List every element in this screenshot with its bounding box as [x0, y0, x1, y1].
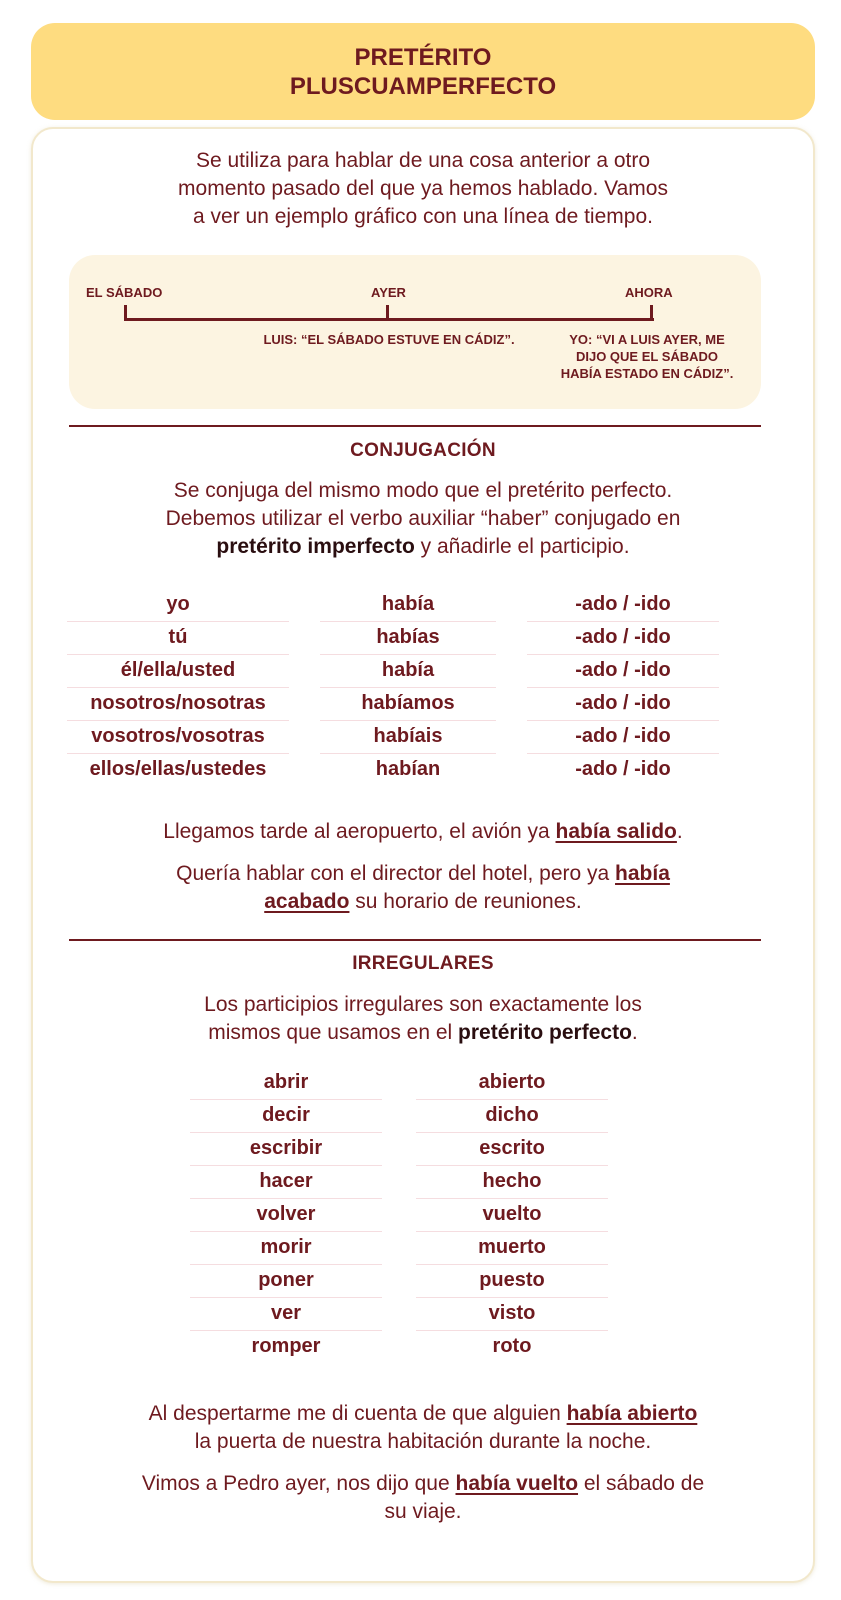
- conj-desc-bold: pretérito imperfecto: [216, 535, 415, 558]
- ending-cell: -ado / -ido: [527, 721, 719, 754]
- example-1-text: Llegamos tarde al aeropuerto, el avión ya: [163, 820, 556, 843]
- infinitive-cell: decir: [190, 1100, 382, 1133]
- example-2-highlight-2: acabado: [264, 890, 350, 913]
- example-3-highlight: había abierto: [566, 1402, 698, 1425]
- example-4-line-1: [33, 1470, 813, 1498]
- infinitive-cell: morir: [190, 1232, 382, 1265]
- example-2-highlight-1: había: [615, 862, 670, 885]
- title-line-2: PLUSCUAMPERFECTO: [289, 72, 557, 100]
- example-1: [33, 818, 813, 846]
- auxiliary-cell: había: [320, 655, 496, 688]
- quote-yo-line-1: YO: “VI A LUIS AYER, ME: [569, 332, 725, 347]
- timeline-tick-sabado: [124, 305, 127, 321]
- intro-line-2: momento pasado del que ya hemos hablado. Vamos: [178, 177, 668, 200]
- timeline-axis: [124, 318, 654, 321]
- ending-cell: -ado / -ido: [527, 688, 719, 721]
- ending-cell: -ado / -ido: [527, 589, 719, 622]
- conj-desc-rest: y añadirle el participio.: [414, 535, 630, 558]
- infinitive-cell: ver: [190, 1298, 382, 1331]
- intro-paragraph: [33, 147, 813, 231]
- timeline-tick-ayer: [386, 305, 389, 321]
- example-1-end: .: [676, 820, 683, 843]
- title-banner: [31, 23, 815, 120]
- example-2-text: Quería hablar con el director del hotel, pero ya: [176, 862, 616, 885]
- irr-desc-post: .: [631, 1021, 638, 1044]
- participle-cell: puesto: [416, 1265, 608, 1298]
- ending-cell: -ado / -ido: [527, 622, 719, 655]
- example-3: [33, 1400, 813, 1456]
- ending-column: [527, 589, 719, 787]
- participle-cell: abierto: [416, 1067, 608, 1100]
- pronoun-cell: nosotros/nosotras: [67, 688, 289, 721]
- participle-cell: visto: [416, 1298, 608, 1331]
- auxiliary-cell: habías: [320, 622, 496, 655]
- pronoun-cell: ellos/ellas/ustedes: [89, 758, 267, 780]
- example-1-highlight: había salido: [555, 820, 677, 843]
- ending-cell: -ado / -ido: [575, 758, 671, 780]
- infinitive-cell: escribir: [190, 1133, 382, 1166]
- conj-desc-line-1: Se conjuga del mismo modo que el pretérito perfecto.: [173, 479, 673, 502]
- intro-line-3: a ver un ejemplo gráfico con una línea de tiempo.: [193, 205, 653, 228]
- auxiliary-cell: había: [320, 589, 496, 622]
- irr-desc-line-2: [33, 1019, 813, 1047]
- participle-cell: muerto: [416, 1232, 608, 1265]
- irr-desc-pre: mismos que usamos en el: [208, 1021, 459, 1044]
- example-4-end: el sábado de: [578, 1472, 705, 1495]
- section-title-conjugacion: CONJUGACIÓN: [350, 440, 496, 461]
- example-4-line-2: su viaje.: [384, 1500, 462, 1523]
- pronoun-cell: tú: [67, 622, 289, 655]
- intro-line-1: Se utiliza para hablar de una cosa anterior a otro: [195, 149, 651, 172]
- timeline-box: [69, 255, 761, 409]
- infinitive-cell: romper: [251, 1335, 321, 1357]
- participle-cell: dicho: [416, 1100, 608, 1133]
- pronoun-column: [67, 589, 289, 787]
- participle-cell: vuelto: [416, 1199, 608, 1232]
- example-2-line-1: [33, 860, 813, 888]
- auxiliary-cell: habíais: [320, 721, 496, 754]
- irr-desc-bold: pretérito perfecto: [458, 1021, 632, 1044]
- conj-desc-line-3: [33, 533, 813, 561]
- divider-conjugacion: [69, 425, 761, 427]
- timeline-label-sabado: EL SÁBADO: [86, 285, 163, 300]
- example-4-highlight: había vuelto: [455, 1472, 579, 1495]
- irregulares-description: [33, 991, 813, 1047]
- ending-cell: -ado / -ido: [527, 655, 719, 688]
- pronoun-cell: yo: [67, 589, 289, 622]
- timeline-tick-ahora: [650, 305, 653, 321]
- example-3-text: Al despertarme me di cuenta de que alguien: [148, 1402, 567, 1425]
- infinitive-cell: poner: [190, 1265, 382, 1298]
- infinitive-cell: hacer: [190, 1166, 382, 1199]
- example-2-line-2: [33, 888, 813, 916]
- participle-cell: hecho: [416, 1166, 608, 1199]
- participle-cell: roto: [492, 1335, 532, 1357]
- example-4-text: Vimos a Pedro ayer, nos dijo que: [141, 1472, 456, 1495]
- timeline-label-ayer: AYER: [371, 285, 406, 300]
- participle-column: [416, 1067, 608, 1364]
- quote-yo-line-3: HABÍA ESTADO EN CÁDIZ”.: [560, 366, 734, 381]
- infinitive-cell: abrir: [190, 1067, 382, 1100]
- irr-desc-line-1: Los participios irregulares son exactamente los: [204, 993, 642, 1016]
- pronoun-cell: vosotros/vosotras: [67, 721, 289, 754]
- timeline-quote-luis: LUIS: “EL SÁBADO ESTUVE EN CÁDIZ”.: [263, 332, 515, 347]
- example-3-line-2: la puerta de nuestra habitación durante la noche.: [194, 1430, 652, 1453]
- divider-irregulares: [69, 939, 761, 941]
- timeline-label-ahora: AHORA: [625, 285, 673, 300]
- quote-yo-line-2: DIJO QUE EL SÁBADO: [575, 349, 719, 364]
- title-line-1: PRETÉRITO: [354, 43, 492, 71]
- example-2: [33, 860, 813, 916]
- auxiliary-cell: habían: [375, 758, 441, 780]
- conj-desc-line-2: Debemos utilizar el verbo auxiliar “haber” conjugado en: [165, 507, 681, 530]
- content-card: [31, 127, 815, 1583]
- pronoun-cell: él/ella/usted: [67, 655, 289, 688]
- example-3-line-1: [33, 1400, 813, 1428]
- auxiliary-cell: habíamos: [320, 688, 496, 721]
- infinitive-column: [190, 1067, 382, 1364]
- auxiliary-column: [320, 589, 496, 787]
- conjugation-description: [33, 477, 813, 561]
- timeline-quote-yo: [547, 331, 747, 382]
- example-2-end: su horario de reuniones.: [349, 890, 582, 913]
- participle-cell: escrito: [416, 1133, 608, 1166]
- section-title-irregulares: IRREGULARES: [352, 953, 494, 974]
- example-4: [33, 1470, 813, 1526]
- infinitive-cell: volver: [190, 1199, 382, 1232]
